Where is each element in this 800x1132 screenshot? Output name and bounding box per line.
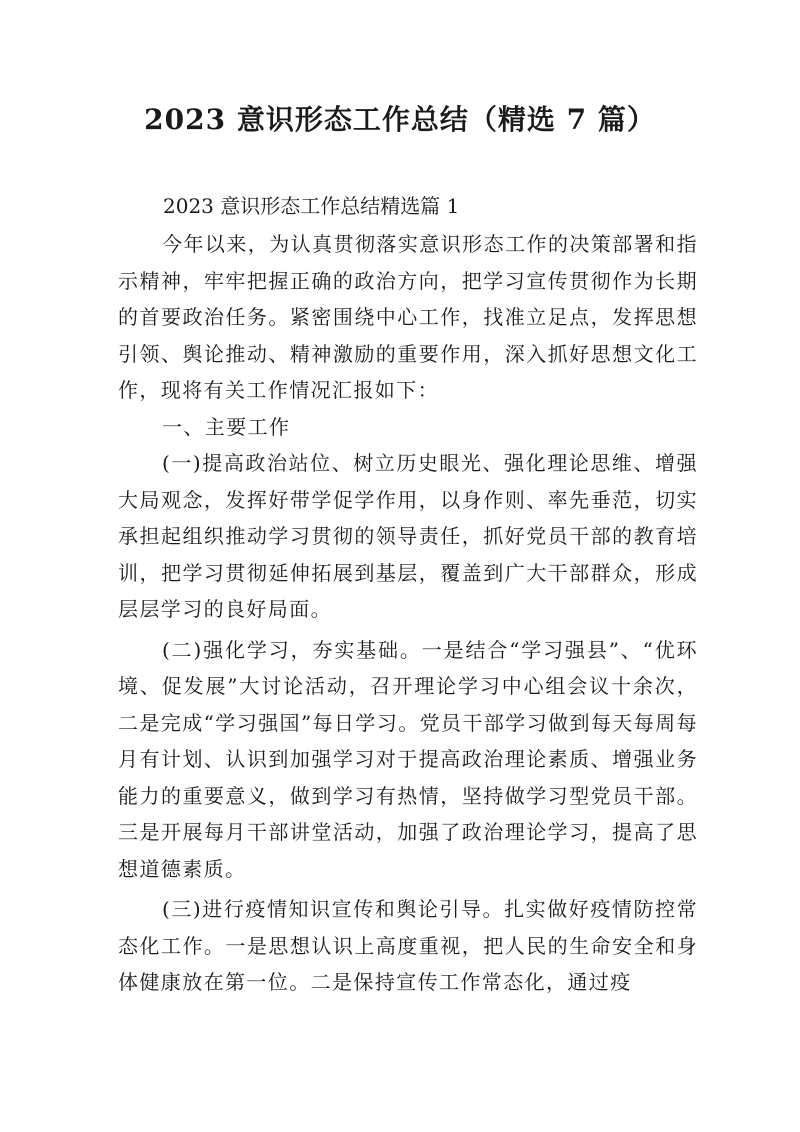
paragraph-1: (一)提高政治站位、树立历史眼光、强化理论思维、增强大局观念，发挥好带学促学作用，以身作则、率先垂范，切实承担起组织推动学习贯彻的领导责任，抓好党员干部的教育培训，把学习贯彻延伸拓展到基层，覆盖到广大干部群众，形成层层学习的良好局面。 bbox=[118, 451, 698, 621]
document-body bbox=[118, 226, 698, 1001]
paragraph-3: (三)进行疫情知识宣传和舆论引导。扎实做好疫情防控常态化工作。一是思想认识上高度重视，把人民的生命安全和身体健康放在第一位。二是保持宣传工作常态化，通过疫 bbox=[118, 897, 698, 994]
paragraph-2: (二)强化学习，夯实基础。一是结合“学习强县”、“优环境、促发展”大讨论活动，召开理论学习中心组会议十余次，二是完成“学习强国”每日学习。党员干部学习做到每天每周每月有计划、认识到加强学习对于提高政治理论素质、增强业务能力的重要意义，做到学习有热情，坚持做学习型党员干部。三是开展每月干部讲堂活动，加强了政治理论学习，提高了思想道德素质。 bbox=[118, 637, 698, 881]
section-heading: 一、主要工作 bbox=[162, 414, 291, 439]
section-subtitle: 2023 意识形态工作总结精选篇 1 bbox=[163, 194, 460, 218]
intro-paragraph: 今年以来，为认真贯彻落实意识形态工作的决策部署和指示精神，牢牢把握正确的政治方向，把学习宣传贯彻作为长期的首要政治任务。紧密围绕中心工作，找准立足点，发挥思想引领、舆论推动、精神激励的重要作用，深入抓好思想文化工作，现将有关工作情况汇报如下： bbox=[118, 232, 698, 402]
document-title: 2023 意识形态工作总结（精选 7 篇） bbox=[144, 103, 656, 136]
